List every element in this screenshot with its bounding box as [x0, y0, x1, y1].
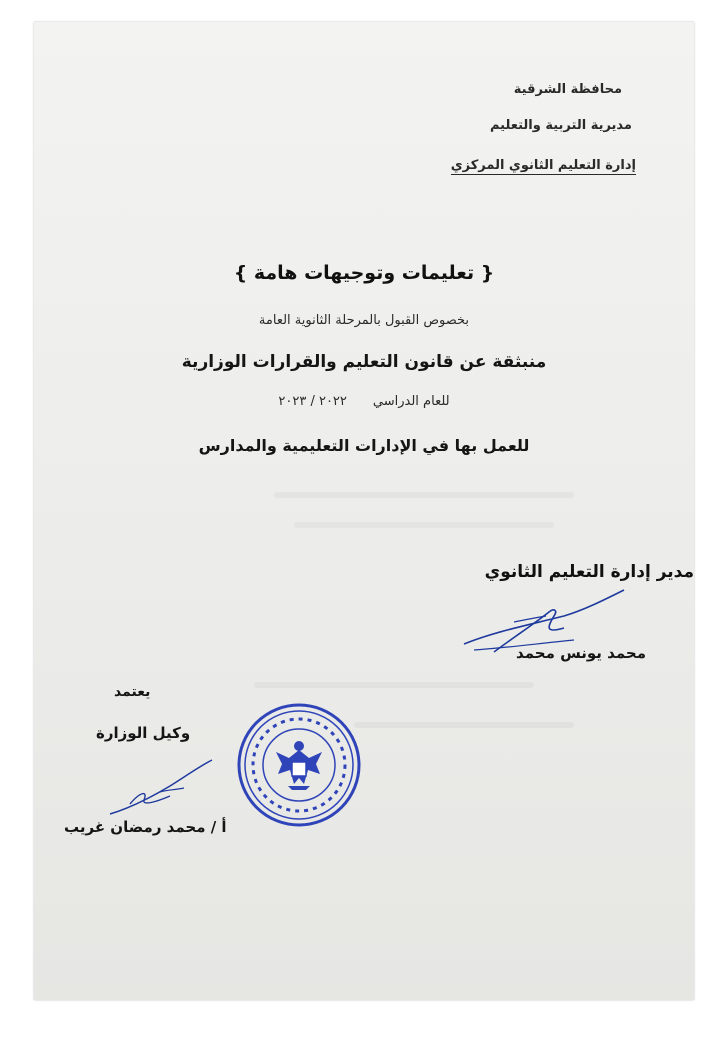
deputy-name: أ / محمد رمضان غريب	[64, 818, 227, 836]
show-through-line	[274, 492, 574, 498]
header-directorate: مديرية التربية والتعليم	[489, 118, 632, 133]
subtitle-admission: بخصوص القبول بالمرحلة الثانوية العامة	[258, 313, 470, 328]
director-name: محمد يونس محمد	[516, 644, 646, 662]
academic-year-label: للعام الدراسي	[372, 394, 450, 409]
document-title: { تعليمات وتوجيهات هامة }	[233, 262, 495, 284]
header-department: إدارة التعليم الثانوي المركزي	[450, 158, 636, 173]
official-seal-icon	[234, 700, 364, 830]
director-title: مدير إدارة التعليم الثانوي	[484, 562, 694, 582]
approve-label: يعتمد	[114, 684, 151, 700]
show-through-line	[294, 522, 554, 528]
show-through-line	[354, 722, 574, 728]
academic-year-value: ٢٠٢٢ / ٢٠٢٣	[278, 394, 347, 409]
show-through-line	[254, 682, 534, 688]
deputy-signature-icon	[100, 756, 220, 826]
header-governorate: محافظة الشرقية	[513, 82, 622, 97]
document-page	[34, 22, 694, 1000]
subtitle-source: منبثقة عن قانون التعليم والقرارات الوزارية	[181, 352, 547, 372]
academic-year-row	[34, 394, 694, 409]
deputy-title: وكيل الوزارة	[96, 724, 191, 742]
subtitle-scope: للعمل بها في الإدارات التعليمية والمدارس	[198, 436, 530, 455]
